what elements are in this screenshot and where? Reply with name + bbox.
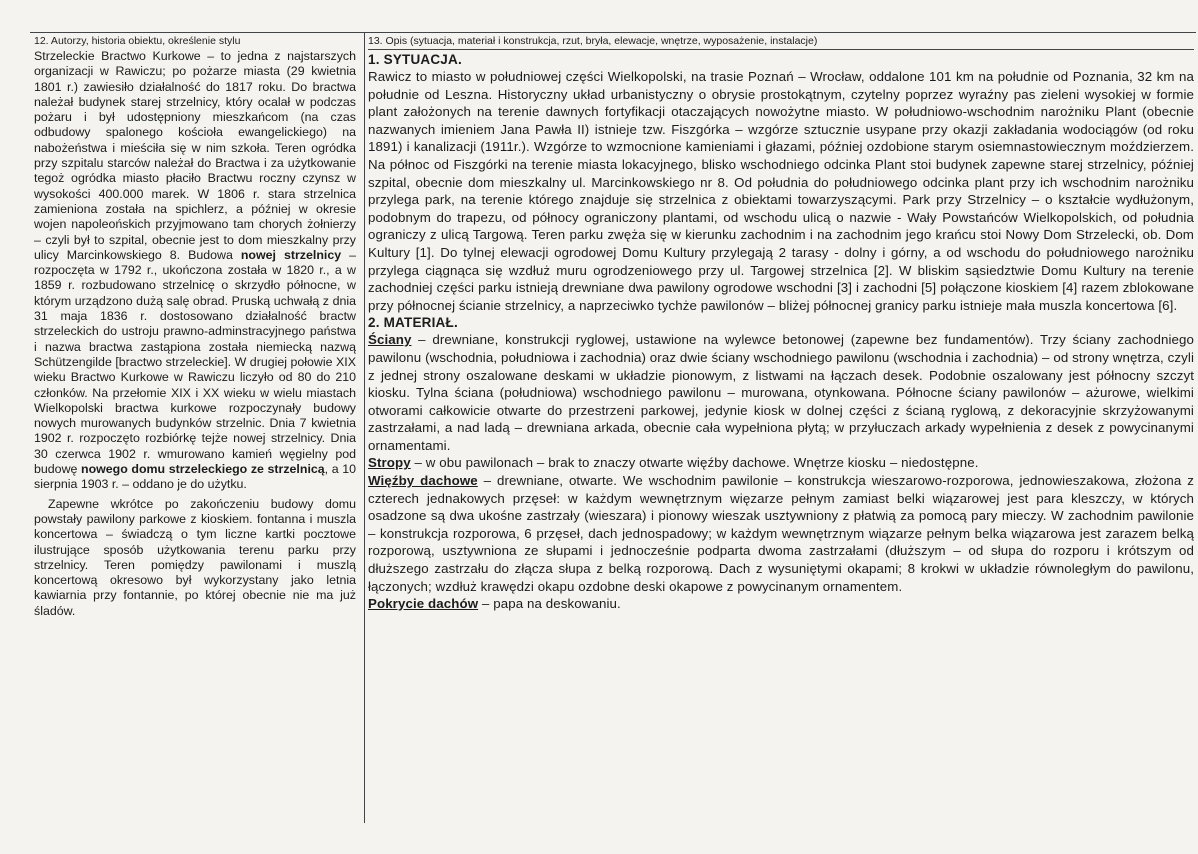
header-rule — [368, 49, 1194, 50]
section-material-title: 2. MATERIAŁ. — [368, 315, 458, 331]
ceilings-paragraph: Stropy – w obu pawilonach – brak to znaczy otwarte więźby dachowe. Wnętrze kiosku – niedostępne. — [368, 455, 979, 471]
description-section-header: 13. Opis (sytuacja, materiał i konstrukcja, rzut, bryła, elewacje, wnętrze, wyposażenie, instalacje) — [368, 35, 818, 47]
history-paragraph-2: Zapewne wkrótce po zakończeniu budowy domu powstały pawilony parkowe z kioskiem. fontanna i muszla koncertowa – świadczą o tym liczne kartki pocztowe ilustrujące sposób użytkowania terenu parku przy strzelnicy. Teren pomiędzy pawilonami i muszlą koncertową okresowo był wykorzystany jako letnia kawiarnia przy fontannie, po której obecnie nie ma już śladów. — [34, 496, 356, 618]
form-sheet — [30, 32, 1196, 823]
situation-text: Rawicz to miasto w południowej części Wielkopolski, na trasie Poznań – Wrocław, oddalone 101 km na południe od Poznania, 32 km na południe od Leszna. Historyczny układ urbanistyczny o obrysie prostokątnym, czytelny poprzez wyraźny pas zieleni wysokiej w formie plant założonych na terenie dawnych fortyfikacji otaczających nowożytne miasto. W południowo-wschodnim narożniku Plant (obecnie nazwanych imieniem Jana Pawła II) istnieje tzw. Fiszgórka – wzgórze sztucznie usypane przy okazji zakładania wodociągów (od roku 1891) i kanalizacji (1911r.). Wzgórze to wzmocnione kamieniami i głazami, później ozdobione starym osiemnastowiecznym moździerzem. Na północ od Fiszgórki na terenie miasta lokacyjnego, blisko wschodniego odcinka Plant stoi budynek zapewne starej strzelnicy, później szpital, obecnie dom mieszkalny ul. Marcinkowskiego nr 8. Od południa do południowego odcinka plant przy ich wschodnim narożniku przylega park, na terenie którego znajduje się strzelnica z obiektami towarzyszącymi. Park przy Strzelnicy – o kształcie wydłużonym, podobnym do trapezu, od północy ograniczony plantami, od wschodu ulicą o nazwie - Wały Powstańców Wielkopolskich, od południa ograniczy z ulicą Targową. Teren parku zwęża się w kierunku zachodnim i na zachodnim jego krańcu stoi Nowy Dom Strzelecki, ob. Dom Kultury [1]. Do tylnej elewacji ogrodowej Domu Kultury przylegają 2 tarasy - dolny i górny, a od wschodu do południowego narożniku przylega ciągnąca się wzdłuż muru ogrodzeniowego przy ul. Targowej strzelnica [2]. W bliskim sąsiedztwie Domu Kultury na terenie zachodniej części parku istnieją drewniane dwa pawilony ogrodowe wschodni [3] i zachodni [5] połączone kioskiem [4] razem zblokowane przy północnej ścianie strzelnicy, a naprzeciwko tychże pawilonów – bliżej północnej granicy parku istnieje mała muszla koncertowa [6]. — [368, 69, 1194, 313]
bold-new-shooting-range: nowej strzelnicy — [240, 247, 342, 262]
description-column — [368, 35, 1194, 613]
trusses-label: Więźby dachowe — [368, 473, 478, 489]
roofing-paragraph: Pokrycie dachów – papa na deskowaniu. — [368, 596, 621, 612]
walls-paragraph: Ściany – drewniane, konstrukcji ryglowej, ustawione na wylewce betonowej (zapewne bez fundamentów). Trzy ściany zachodniego pawilonu (wschodnia, południowa i zachodnia) oraz dwie ściany wschodniego pawilonu (wschodnia i zachodnia) – od strony wnętrza, czyli z jednej strony oszalowane deskami w układzie pionowym, z listwami na łączach desek. Podobnie oszalowany jest północny szczyt kiosku. Tylna ściana (południowa) wschodniego pawilonu – murowana, otynkowana. Północne ściany pawilonów – ażurowe, wielkimi otworami całkowicie otwarte do przestrzeni parkowej, jedynie kiosk w dolnej części z ścianą ryglową, z dekoracyjnie skrzyżowanymi zastrzałami, a nad ladą – drewniana arkada, obecnie cała wypełniona płytą; w przyłuczach arkady wypełnienia z desek z powycinanymi ornamentami. — [368, 332, 1194, 453]
column-divider — [364, 33, 365, 823]
history-section-header: 12. Autorzy, historia obiektu, określenie stylu — [34, 35, 241, 47]
bold-new-shooting-house: nowego domu strzeleckiego ze strzelnicą — [81, 462, 325, 477]
walls-label: Ściany — [368, 332, 412, 348]
section-situation-title: 1. SYTUACJA. — [368, 52, 462, 67]
history-column — [34, 35, 356, 619]
trusses-paragraph: Więźby dachowe – drewniane, otwarte. We wschodnim pawilonie – konstrukcja wieszarowo-rozporowa, jednowieszakowa, złożona z czterech jednakowych przęseł: w każdym wewnętrznym więzarze pełnym zamiast belki wiązarowej jest para kleszczy, w których osadzone są dwa ukośne zastrzały (wieszara) i pionowy wieszak usztywniony z płatwią za pomocą pary mieczy. W zachodnim pawilonie – konstrukcja rozporowa, 6 przęseł, dach jednospadowy; w każdym wewnętrznym wiązarze pełnym belka wiązarowa jest zarazem belką rozporową, usztywniona ze słupami i jednocześnie podparta dwoma zastrzałami (dłuższym – od słupa do rozporu i krótszym od dłuższego zastrzału do złącza słupa z belką rozporową. Dach z wysuniętymi okapami; 8 krokwi w układzie równoległym do pawilonu, łączonych; wzdłuż krawędzi okapu ozdobne deski okapowe z powycinanym ornamentem. — [368, 473, 1194, 594]
ceilings-label: Stropy — [368, 455, 411, 471]
history-paragraph-1: Strzeleckie Bractwo Kurkowe – to jedna z najstarszych organizacji w Rawiczu; po pożarze miasta (29 kwietnia 1801 r.) zawiesiło działalność do 1817 roku. Do bractwa należał budynek starej strzelnicy, który ocalał w podczas pożaru i był udostępniony mieszkańcom (na czas odbudowy spalonego kościoła ewangelickiego) na nabożeństwa i mieściła się w nim szkoła. Teren ogródka przy szpitalu starców należał do Bractwa i za użytkowanie tegoż ogródka miasto płaciło Bractwu roczny czynsz w wysokości 400.000 marek. W 1806 r. stara strzelnica zamieniona została na spichlerz, a później w okresie wojen napoleońskich przyjmowano tam chorych żołnierzy – czyli był to szpital, obecnie jest to dom mieszkalny przy ulicy Marcinkowskiego 8. Budowa nowej strzelnicy – rozpoczęta w 1792 r., ukończona została w 1820 r., a w 1859 r. rozbudowano strzelnicę o skrzydło północne, w którym urządzono dużą salę obrad. Pruską uchwałą z dnia 31 maja 1836 r. dostosowano działalność bractw strzeleckich do ustroju prawno-adminstracyjnego państwa i nazwa bractwa zastąpiona została niemiecką nazwą Schützengilde [bractwo strzeleckie]. W drugiej połowie XIX wieku Bractwo Kurkowe w Rawiczu liczyło od 80 do 210 członków. Na przełomie XIX i XX wieku w wielu miastach Wielkopolski bractwa kurkowe rozpoczynały budowy nowych murowanych budynków strzelnic. Dnia 7 kwietnia 1902 r. rozpoczęto rozbiórkę tejże nowej strzelnicy. Dnia 30 czerwca 1902 r. wmurowano kamień węgielny pod budowę nowego domu strzeleckiego ze strzelnicą, a 10 sierpnia 1903 r. – oddano je do użytku. — [34, 49, 356, 492]
roofing-label: Pokrycie dachów — [368, 596, 479, 612]
